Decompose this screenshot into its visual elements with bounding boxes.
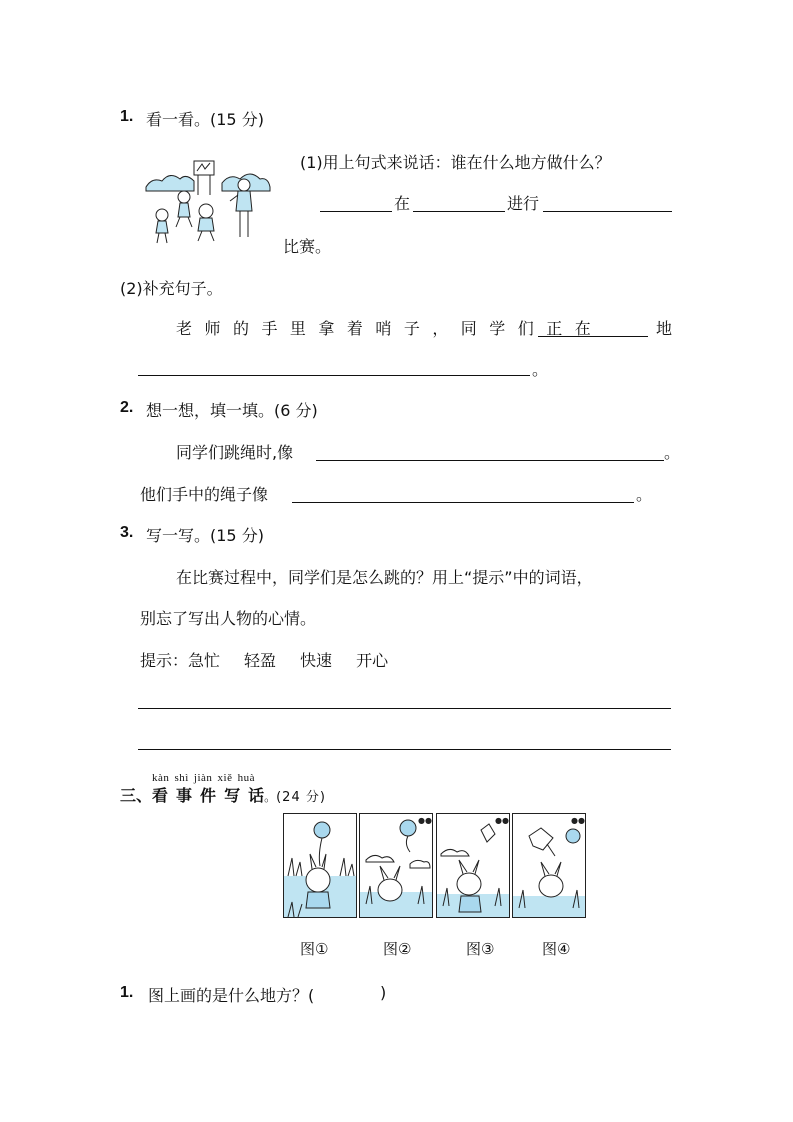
q1-number: 1. <box>120 108 134 125</box>
word-zai: 在 <box>394 194 411 213</box>
svg-text:●●: ●● <box>571 816 585 825</box>
hint-row <box>140 648 388 671</box>
sub1-end: 比赛。 <box>283 237 332 256</box>
title-dot: 。 <box>264 790 277 804</box>
blank-like-1[interactable] <box>316 460 664 461</box>
word-jinxing: 进行 <box>507 194 540 213</box>
blank-how[interactable] <box>538 336 648 337</box>
caption-1: 图① <box>300 940 329 958</box>
q3-prompt-line1: 在比赛过程中，同学们是怎么跳的？用上“提示”中的词语， <box>176 568 593 587</box>
title-char: 件 <box>200 786 217 805</box>
caption-3: 图③ <box>466 940 495 958</box>
q3-prompt-line2: 别忘了写出人物的心情。 <box>140 609 317 628</box>
hint-word: 轻盈 <box>244 651 277 670</box>
title-char: 话 <box>248 786 265 805</box>
q2-line2-end: 。 <box>636 485 653 504</box>
q-last-number: 1. <box>120 984 134 1001</box>
sub2-sentence: 老师的手里拿着哨子，同学们正在 <box>176 319 604 338</box>
race-illustration <box>142 155 272 245</box>
q2-line1: 同学们跳绳时,像 <box>176 443 294 462</box>
blank-what[interactable] <box>543 211 672 212</box>
caption-4: 图④ <box>542 940 571 958</box>
comic-panel-3 <box>436 813 510 918</box>
writing-line[interactable] <box>138 749 671 750</box>
q3-number: 3. <box>120 524 134 541</box>
blank-doing[interactable] <box>138 375 530 376</box>
hint-word: 快速 <box>300 651 333 670</box>
section3-heading <box>120 783 326 806</box>
q2-number: 2. <box>120 399 134 416</box>
blank-who[interactable] <box>320 211 392 212</box>
caption-2: 图② <box>383 940 412 958</box>
section3-score: (24 分) <box>276 790 326 805</box>
svg-text:●●: ●● <box>418 816 432 825</box>
section3-prefix: 三、 <box>120 786 153 805</box>
comic-panel-4 <box>512 813 586 918</box>
pinyin-syllable: xiě <box>217 772 233 784</box>
pinyin-syllable: kàn <box>152 772 170 784</box>
pinyin-syllable: jiàn <box>193 772 213 784</box>
q-last-text: 图上画的是什么地方？( <box>148 986 315 1005</box>
pinyin-syllable: huà <box>237 772 255 784</box>
q1-sub1-prompt: (1)用上句式来说话：谁在什么地方做什么？ <box>300 153 611 172</box>
word-di: 地 <box>656 319 673 338</box>
hint-word: 开心 <box>356 651 389 670</box>
blank-like-2[interactable] <box>292 502 634 503</box>
title-char: 看 <box>152 786 169 805</box>
pinyin-syllable: shì <box>174 772 189 784</box>
q3-title: 写一写。(15 分) <box>146 526 264 545</box>
blank-where[interactable] <box>413 211 505 212</box>
writing-line[interactable] <box>138 708 671 709</box>
sub2-end: 。 <box>532 360 549 379</box>
svg-text:●●: ●● <box>495 816 509 825</box>
hint-label: 提示： <box>140 651 189 670</box>
q2-line2: 他们手中的绳子像 <box>140 485 269 504</box>
q-last-close: ) <box>380 983 387 1002</box>
hint-word: 急忙 <box>188 651 221 670</box>
q1-title: 看一看。(15 分) <box>146 110 264 129</box>
q2-title: 想一想，填一填。(6 分) <box>146 401 318 420</box>
q1-sub2-title: (2)补充句子。 <box>120 279 223 298</box>
comic-panel-2 <box>359 813 433 918</box>
comic-panel-1 <box>283 813 357 918</box>
q2-line1-end: 。 <box>664 443 681 462</box>
title-char: 写 <box>224 786 241 805</box>
title-char: 事 <box>176 786 193 805</box>
